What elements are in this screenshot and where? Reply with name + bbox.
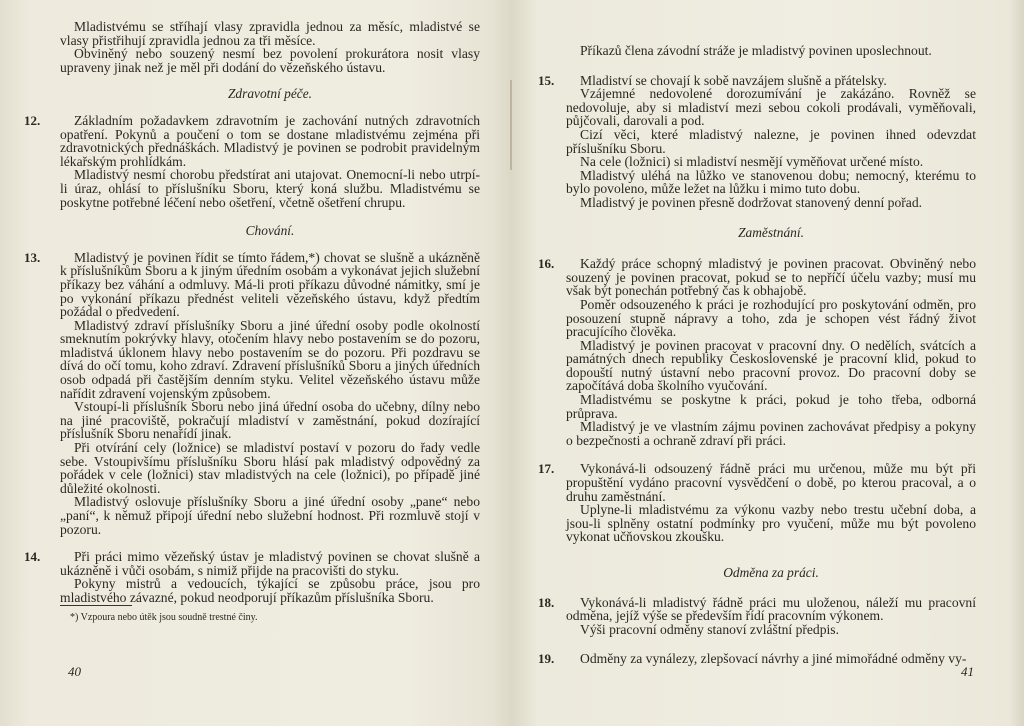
paragraph: Mladistvý je povinen přesně dodržovat stanovený denní pořad. [580,194,923,210]
paragraph: Mladistvý uléhá na lůžko ve stanovenou dobu; nemocný, kterému to bylo povoleno, může ležet na lůžku i mimo tuto dobu. [566,167,976,197]
page-number-right: 41 [961,664,974,679]
footnote: *) Vzpoura nebo útěk jsou soudně trestné činy. [70,611,258,623]
paragraph: Mladistvý zdraví příslušníky Sboru a jiné úřední osoby podle okolností smeknutím pokrývky hlavy, otočením hlavy nebo postavením se do pozoru, mladistvá úklonem hlavy nebo postavením se do pozoru. Při pozdravu se dívá do očí tomu, koho zdraví. Zdravení příslušníků Sboru a jiných úředních osob odpadá při častějším denním styku. Velitel vězeňského ústavu může nařídit zdravení vojenským způsobem. [60,317,480,401]
paragraph: Při otvírání cely (ložnice) se mladiství postaví v pozoru do řady vedle sebe. Vstoupivšímu příslušníku Sboru hlásí pak mladistvý odpovědný za pořádek v cele (ložnici) stav mladistvých na cele (ložnici), po případě jiné důležité okolnosti. [60,440,480,496]
section-number: 13. [24,249,41,265]
left-page-content [24,19,480,624]
section-heading-reward: Odměna za práci. [723,565,819,580]
paragraph: Mladistvý oslovuje příslušníky Sboru a jiné úřední osoby „pane“ nebo „paní“, k němuž připojí úřední nebo služební hodnost. Při rozmluvě stojí v pozoru. [60,494,480,537]
paragraph: Odměny za vynálezy, zlepšovací návrhy a jiné mimořádné odměny vy- [580,651,967,667]
paragraph: Cizí věci, které mladistvý nalezne, je povinen ihned odevzdat příslušníku Sboru. [566,126,976,156]
section-15 [538,72,976,210]
paragraph: Mladiství se chovají k sobě navzájem slušně a přátelsky. [580,72,887,88]
paragraph: Mladistvý je povinen řídit se tímto řádem,*) chovat se slušně a ukázněně k příslušníkům Sboru a k jiným úředním osobám a vykonávat jejich služební příkazy bez váhání a odmluvy. Má-li proti příkazu důvodné námitky, smí je po vykonání příkazu přednést veliteli vězeňského ústavu, když předtím požádal o předvedení. [60,249,480,320]
section-number: 17. [538,461,555,477]
section-19 [538,651,976,667]
paragraph: Vykonává-li odsouzený řádně práci mu určenou, může mu být při propuštění vydáno pracovní vysvědčení o době, po kterou pracoval, a o druhu zaměstnání. [566,461,976,504]
section-heading-health: Zdravotní péče. [227,86,313,102]
right-page [512,0,1024,726]
section-number: 18. [538,594,555,610]
section-18 [538,594,976,637]
section-number: 19. [538,651,555,667]
paragraph: Pokyny mistrů a vedoucích, týkající se způsobu práce, jsou pro mladistvého závazné, pokud neodporují příkazům příslušníka Sboru. [60,576,480,605]
section-12 [24,112,480,210]
section-heading-employment: Zaměstnání. [738,224,804,240]
section-number: 15. [538,72,555,88]
paragraph: Mladistvému se poskytne k práci, pokud je toho třeba, odborná průprava. [566,392,976,421]
paragraph: Základním požadavkem zdravotním je zachování nutných zdravotních opatření. Pokynů a poučení o tom se dostane mladistvému zejména při zdravotnických přednáškách. Mladistvý je povinen se podrobit pravidelným lékařským prohlídkám. [60,112,480,169]
paragraph: Mladistvý je povinen pracovat v pracovní dny. O nedělích, svátcích a památných dnech republiky Československé je pracovní klid, pokud to dopouští nutný ústavní nebo pracovní provoz. Do pracovní doby se započítává doba školního vyučování. [566,337,976,394]
section-number: 14. [24,549,41,565]
paragraph: Vzájemné nedovolené dorozumívání je zakázáno. Rovněž se nedovoluje, aby si mladiství mezi sebou cokoli prodávali, vyměňovali, půjčovali, darovali a pod. [566,86,976,129]
section-13 [24,249,480,537]
section-number: 12. [24,112,41,128]
paragraph: Mladistvý nesmí chorobu předstírat ani utajovat. Onemocní-li nebo utrpí-li úraz, ohlásí to příslušníku Sboru, který koná službu. Mladistvému se poskytne potřebné léčení nebo ošetření, včetně ošetření chrupu. [60,167,480,210]
section-14 [24,549,480,605]
paragraph: Mladistvý je ve vlastním zájmu povinen zachovávat předpisy a pokyny o bezpečnosti a ochraně zdraví při práci. [566,419,976,448]
paragraph: Na cele (ložnici) si mladiství nesmějí vyměňovat určené místo. [580,154,924,170]
paragraph: Uplyne-li mladistvému za výkonu vazby nebo trestu učební doba, a jsou-li splněny ostatní podmínky pro vyučení, může mu být povoleno vykonat učňovskou zkoušku. [566,502,976,545]
section-17 [538,461,976,545]
paragraph: Vstoupí-li příslušník Sboru nebo jiná úřední osoba do učebny, dílny nebo na jiné pracoviště, pokračují mladiství v zaměstnání, pokud dozírající příslušník Sboru nenařídí jinak. [60,399,480,442]
paragraph: Poměr odsouzeného k práci je rozhodující pro poskytování odměn, pro posouzení stupně nápravy a toho, zda je schopen vést řádný život pracujícího člověka. [566,296,976,340]
page-number-left: 40 [68,664,81,679]
paragraph: Každý práce schopný mladistvý je povinen pracovat. Obviněný nebo souzený je povinen pracovat, pokud se to nepříčí účelu vazby; musí mu však být ponechán potřebný čas k obhajobě. [566,256,976,299]
right-page-content [538,43,976,667]
paragraph: Při práci mimo vězeňský ústav je mladistvý povinen se chovat slušně a ukázněně i vůči osobám, s nimiž přijde na pracovišti do styku. [60,549,480,578]
paragraph: Výši pracovní odměny stanoví zvláštní předpis. [580,621,839,637]
section-16 [538,256,976,448]
paragraph: Vykonává-li mladistvý řádně práci mu uloženou, náleží mu pracovní odměna, jejíž výše se především řídí pracovním výkonem. [566,594,976,624]
paragraph: Příkazů člena závodní stráže je mladistvý povinen uposlechnout. [580,43,932,58]
section-heading-conduct: Chování. [245,223,295,239]
paragraph: Obviněný nebo souzený nesmí bez povolení prokurátora nosit vlasy upraveny jinak než je měl při dodání do vězeňského ústavu. [60,46,480,75]
section-number: 16. [538,256,555,272]
paragraph: Mladistvému se stříhají vlasy zpravidla jednou za měsíc, mladistvé se vlasy přistřihují zpravidla jednou za tři měsíce. [60,19,480,48]
